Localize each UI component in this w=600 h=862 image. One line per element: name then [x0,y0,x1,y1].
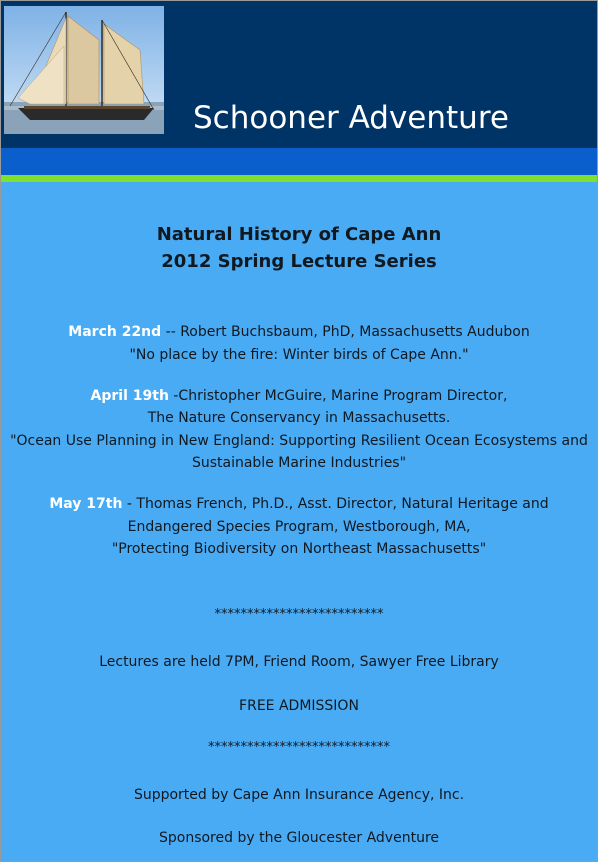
lecture-2-line-1: The Nature Conservancy in Massachusetts. [147,410,451,426]
lecture-3-date: May 17th [49,496,123,512]
lecture-2-line-3: Sustainable Marine Industries" [191,455,407,471]
lecture-3-line-2: "Protecting Biodiversity on Northeast Massachusetts" [111,541,487,557]
schooner-photo [4,6,164,134]
lecture-3-speaker: - Thomas French, Ph.D., Asst. Director, Natural Heritage and [122,496,549,512]
sponsored-by-text: Sponsored by the Gloucester Adventure [158,830,440,846]
lecture-2-date: April 19th [90,388,169,404]
supported-by-text: Supported by Cape Ann Insurance Agency, Inc. [133,787,465,803]
lecture-2-line-2: "Ocean Use Planning in New England: Supporting Resilient Ocean Ecosystems and [10,433,588,449]
site-title: Schooner Adventure [193,100,509,136]
divider-1: ************************** [214,607,384,622]
lecture-3-line-1: Endangered Species Program, Westborough, MA, [127,519,471,535]
admission-text: FREE ADMISSION [239,698,359,714]
header-green-band [1,175,597,182]
series-title-line1: Natural History of Cape Ann [156,224,442,245]
lecture-1-date: March 22nd [68,324,162,340]
series-title-line2: 2012 Spring Lecture Series [161,251,437,272]
lecture-1-title: "No place by the fire: Winter birds of Cape Ann." [129,347,469,363]
venue-text: Lectures are held 7PM, Friend Room, Sawyer Free Library [99,654,499,670]
header [1,1,597,148]
divider-2: **************************** [208,740,390,755]
lecture-3-heading [1,495,597,513]
header-blue-band [1,148,597,175]
lecture-1-speaker: -- Robert Buchsbaum, PhD, Massachusetts Audubon [161,324,530,340]
lecture-2-heading [1,387,597,405]
lecture-2-speaker: -Christopher McGuire, Marine Program Director, [168,388,508,404]
lecture-1-heading [1,323,597,341]
